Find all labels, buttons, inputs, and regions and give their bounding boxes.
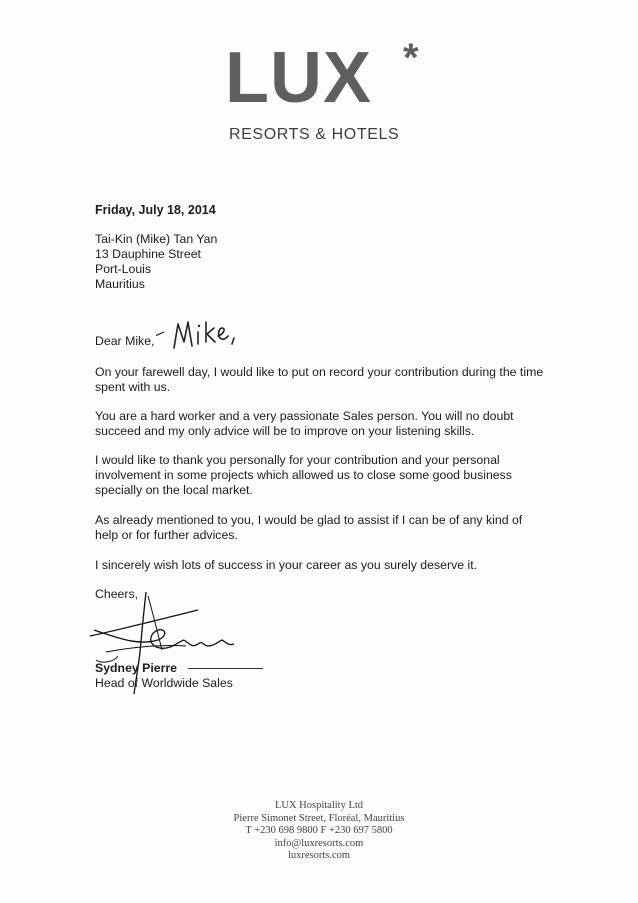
footer-email: info@luxresorts.com <box>274 837 364 849</box>
signer-title: Head of Worldwide Sales <box>95 676 233 690</box>
signature-line <box>188 668 263 669</box>
address-line: Mauritius <box>95 277 145 291</box>
address-line: Port-Louis <box>95 262 152 276</box>
body-paragraph: I sincerely wish lots of success in your career as you surely deserve it. <box>95 558 478 572</box>
letter-date: Friday, July 18, 2014 <box>95 203 216 217</box>
address-line: 13 Dauphine Street <box>95 247 201 261</box>
recipient-address <box>95 232 217 292</box>
closing: Cheers, <box>95 587 139 601</box>
greeting: Dear Mike, <box>95 334 155 348</box>
body-paragraph: I would like to thank you personally for your contribution and your personal involvement in some projects which allowed us to close some good business specially on the local market. <box>95 453 512 497</box>
footer-address: Pierre Simonet Street, Floréal, Mauritius <box>233 812 405 824</box>
address-line: Tai-Kin (Mike) Tan Yan <box>95 232 218 246</box>
logo-star-icon: * <box>403 36 419 80</box>
signer-name: Sydney Pierre <box>95 661 178 675</box>
body-paragraph: As already mentioned to you, I would be glad to assist if I can be of any kind of help or for further advices. <box>95 513 523 542</box>
footer-phone: T +230 698 9800 F +230 697 5800 <box>245 825 393 837</box>
logo-tagline: RESORTS & HOTELS <box>229 126 400 143</box>
footer-website: luxresorts.com <box>287 850 351 862</box>
logo-wordmark: LUX <box>225 38 372 118</box>
letterhead-footer <box>0 800 638 863</box>
body-paragraph: You are a hard worker and a very passionate Sales person. You will no doubt succeed and my only advice will be to improve on your listening skills. <box>95 409 514 438</box>
footer-company: LUX Hospitality Ltd <box>274 800 364 811</box>
body-paragraph: On your farewell day, I would like to put on record your contribution during the time spent with us. <box>95 365 544 394</box>
